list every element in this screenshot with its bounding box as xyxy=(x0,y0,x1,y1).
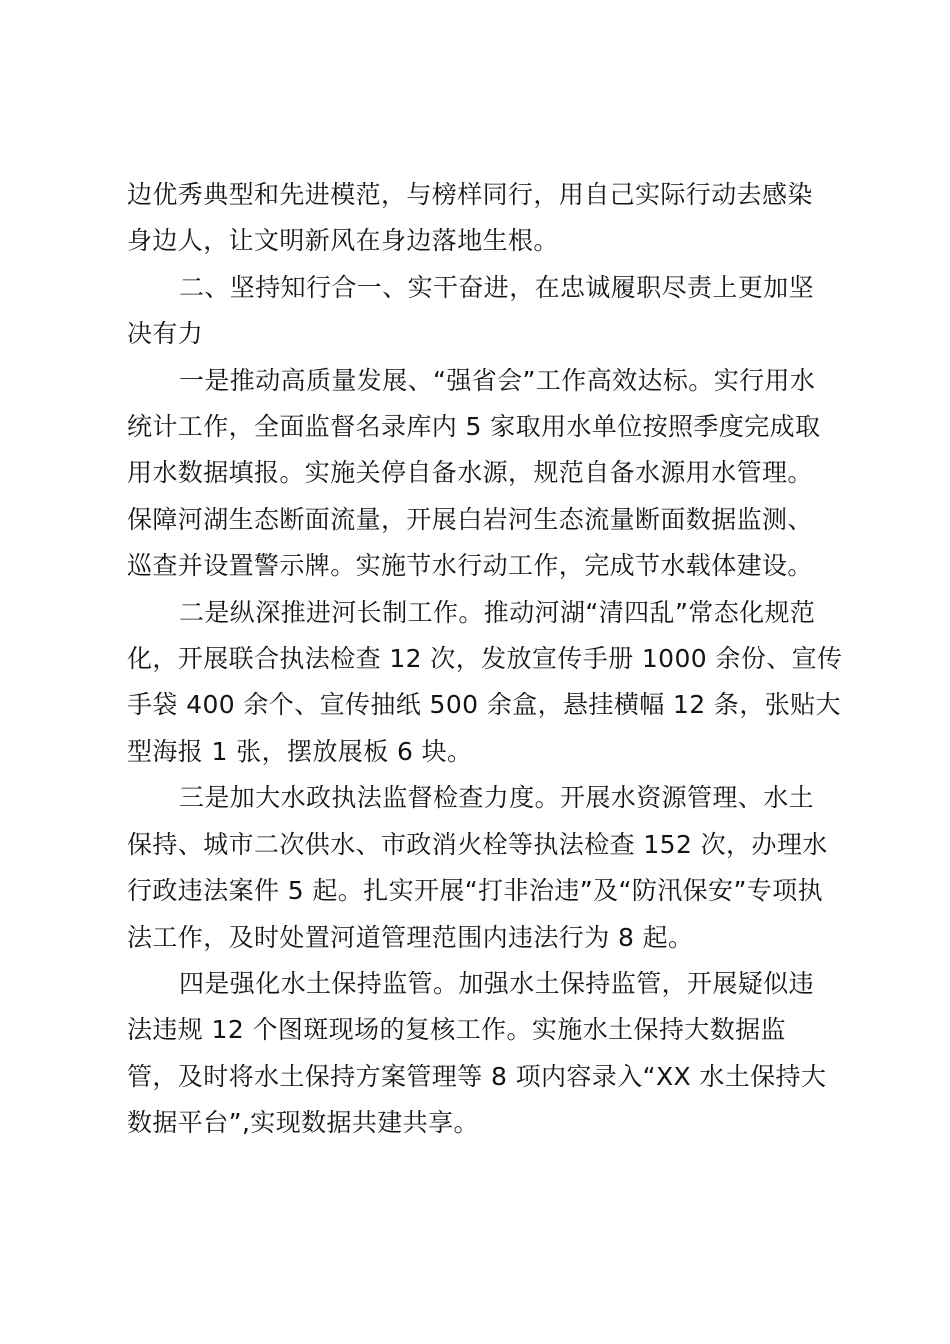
paragraph-item-1 xyxy=(127,358,827,590)
text-line: 保障河湖生态断面流量，开展白岩河生态流量断面数据监测、 xyxy=(127,504,813,534)
text-line: 一是推动高质量发展、“强省会”工作高效达标。实行用水 xyxy=(179,365,816,395)
text-line: 手袋 400 余个、宣传抽纸 500 余盒，悬挂横幅 12 条，张贴大 xyxy=(127,690,841,720)
text-line: 身边人，让文明新风在身边落地生根。 xyxy=(127,226,559,256)
text-line: 行政违法案件 5 起。扎实开展“打非治违”及“防汛保安”专项执 xyxy=(127,876,824,906)
text-line: 用水数据填报。实施关停自备水源，规范自备水源用水管理。 xyxy=(127,458,813,488)
text-line: 边优秀典型和先进模范，与榜样同行，用自己实际行动去感染 xyxy=(127,180,813,209)
text-line: 管，及时将水土保持方案管理等 8 项内容录入“XX 水土保持大 xyxy=(127,1061,827,1091)
text-line: 法违规 12 个图斑现场的复核工作。实施水土保持大数据监 xyxy=(127,1015,786,1045)
paragraph-item-3 xyxy=(127,775,827,961)
paragraph-intro-continuation xyxy=(127,172,827,265)
text-line: 巡查并设置警示牌。实施节水行动工作，完成节水载体建设。 xyxy=(127,551,813,581)
text-line: 四是强化水土保持监管。加强水土保持监管，开展疑似违 xyxy=(179,968,815,998)
section-heading-2 xyxy=(127,265,827,358)
heading-line: 二、坚持知行合一、实干奋进，在忠诚履职尽责上更加坚 xyxy=(179,272,815,302)
text-line: 法工作，及时处置河道管理范围内违法行为 8 起。 xyxy=(127,922,694,952)
heading-line: 决有力 xyxy=(127,319,204,349)
text-line: 三是加大水政执法监督检查力度。开展水资源管理、水土 xyxy=(179,783,815,813)
text-line: 统计工作，全面监督名录库内 5 家取用水单位按照季度完成取 xyxy=(127,412,821,442)
document-body xyxy=(127,172,843,1147)
text-line: 数据平台”,实现数据共建共享。 xyxy=(127,1108,479,1138)
paragraph-item-4 xyxy=(127,961,827,1147)
text-line: 化，开展联合执法检查 12 次，发放宣传手册 1000 余份、宣传 xyxy=(127,644,843,674)
text-line: 二是纵深推进河长制工作。推动河湖“清四乱”常态化规范 xyxy=(179,597,816,627)
text-line: 保持、城市二次供水、市政消火栓等执法检查 152 次，办理水 xyxy=(127,829,828,859)
paragraph-item-2 xyxy=(127,590,843,776)
text-line: 型海报 1 张，摆放展板 6 块。 xyxy=(127,736,473,766)
